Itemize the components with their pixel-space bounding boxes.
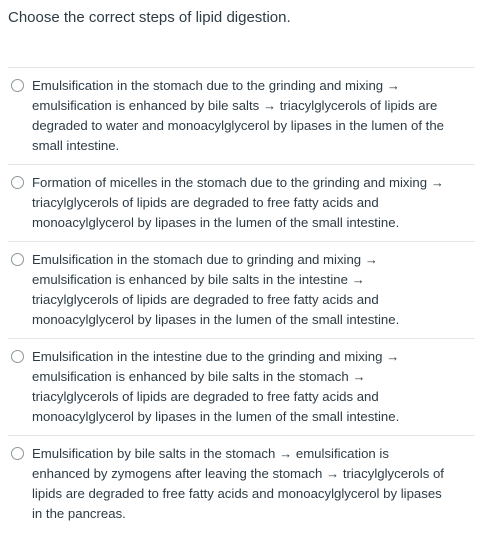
answer-options bbox=[8, 67, 475, 533]
radio-button-option-3[interactable] bbox=[11, 253, 24, 266]
answer-option-4-line-4: monoacylglycerol by lipases in the lumen of the small intestine. bbox=[32, 409, 400, 424]
answer-option-5[interactable] bbox=[8, 435, 475, 533]
answer-option-4-line-2: emulsification is enhanced by bile salts in the stomach → bbox=[32, 369, 366, 384]
answer-option-2-line-1: Formation of micelles in the stomach due to the grinding and mixing → bbox=[32, 175, 444, 190]
answer-option-4[interactable] bbox=[8, 338, 475, 435]
answer-option-1[interactable] bbox=[8, 67, 475, 164]
answer-option-5-line-3: lipids are degraded to free fatty acids and monoacylglycerol by lipases bbox=[32, 486, 442, 501]
question-prompt: Choose the correct steps of lipid digestion. bbox=[8, 9, 291, 26]
answer-option-2[interactable] bbox=[8, 164, 475, 241]
radio-button-option-2[interactable] bbox=[11, 176, 24, 189]
answer-option-1-line-4: small intestine. bbox=[32, 138, 120, 153]
answer-option-3-line-4: monoacylglycerol by lipases in the lumen of the small intestine. bbox=[32, 312, 400, 327]
answer-option-1-line-3: degraded to water and monoacylglycerol by lipases in the lumen of the bbox=[32, 118, 444, 133]
radio-button-option-5[interactable] bbox=[11, 447, 24, 460]
radio-button-option-1[interactable] bbox=[11, 79, 24, 92]
answer-option-4-line-1: Emulsification in the intestine due to the grinding and mixing → bbox=[32, 349, 400, 364]
answer-option-1-line-2: emulsification is enhanced by bile salts → triacylglycerols of lipids are bbox=[32, 98, 438, 113]
answer-option-3-line-3: triacylglycerols of lipids are degraded to free fatty acids and bbox=[32, 292, 379, 307]
answer-option-5-line-2: enhanced by zymogens after leaving the stomach → triacylglycerols of bbox=[32, 466, 444, 481]
answer-option-5-line-1: Emulsification by bile salts in the stomach → emulsification is bbox=[32, 446, 389, 461]
answer-option-3-line-1: Emulsification in the stomach due to grinding and mixing → bbox=[32, 252, 378, 267]
answer-option-3[interactable] bbox=[8, 241, 475, 338]
radio-button-option-4[interactable] bbox=[11, 350, 24, 363]
answer-option-2-line-2: triacylglycerols of lipids are degraded to free fatty acids and bbox=[32, 195, 379, 210]
answer-option-3-line-2: emulsification is enhanced by bile salts in the intestine → bbox=[32, 272, 365, 287]
answer-option-4-line-3: triacylglycerols of lipids are degraded to free fatty acids and bbox=[32, 389, 379, 404]
answer-option-1-line-1: Emulsification in the stomach due to the grinding and mixing → bbox=[32, 78, 400, 93]
answer-option-5-line-4: in the pancreas. bbox=[32, 506, 126, 521]
answer-option-2-line-3: monoacylglycerol by lipases in the lumen of the small intestine. bbox=[32, 215, 400, 230]
